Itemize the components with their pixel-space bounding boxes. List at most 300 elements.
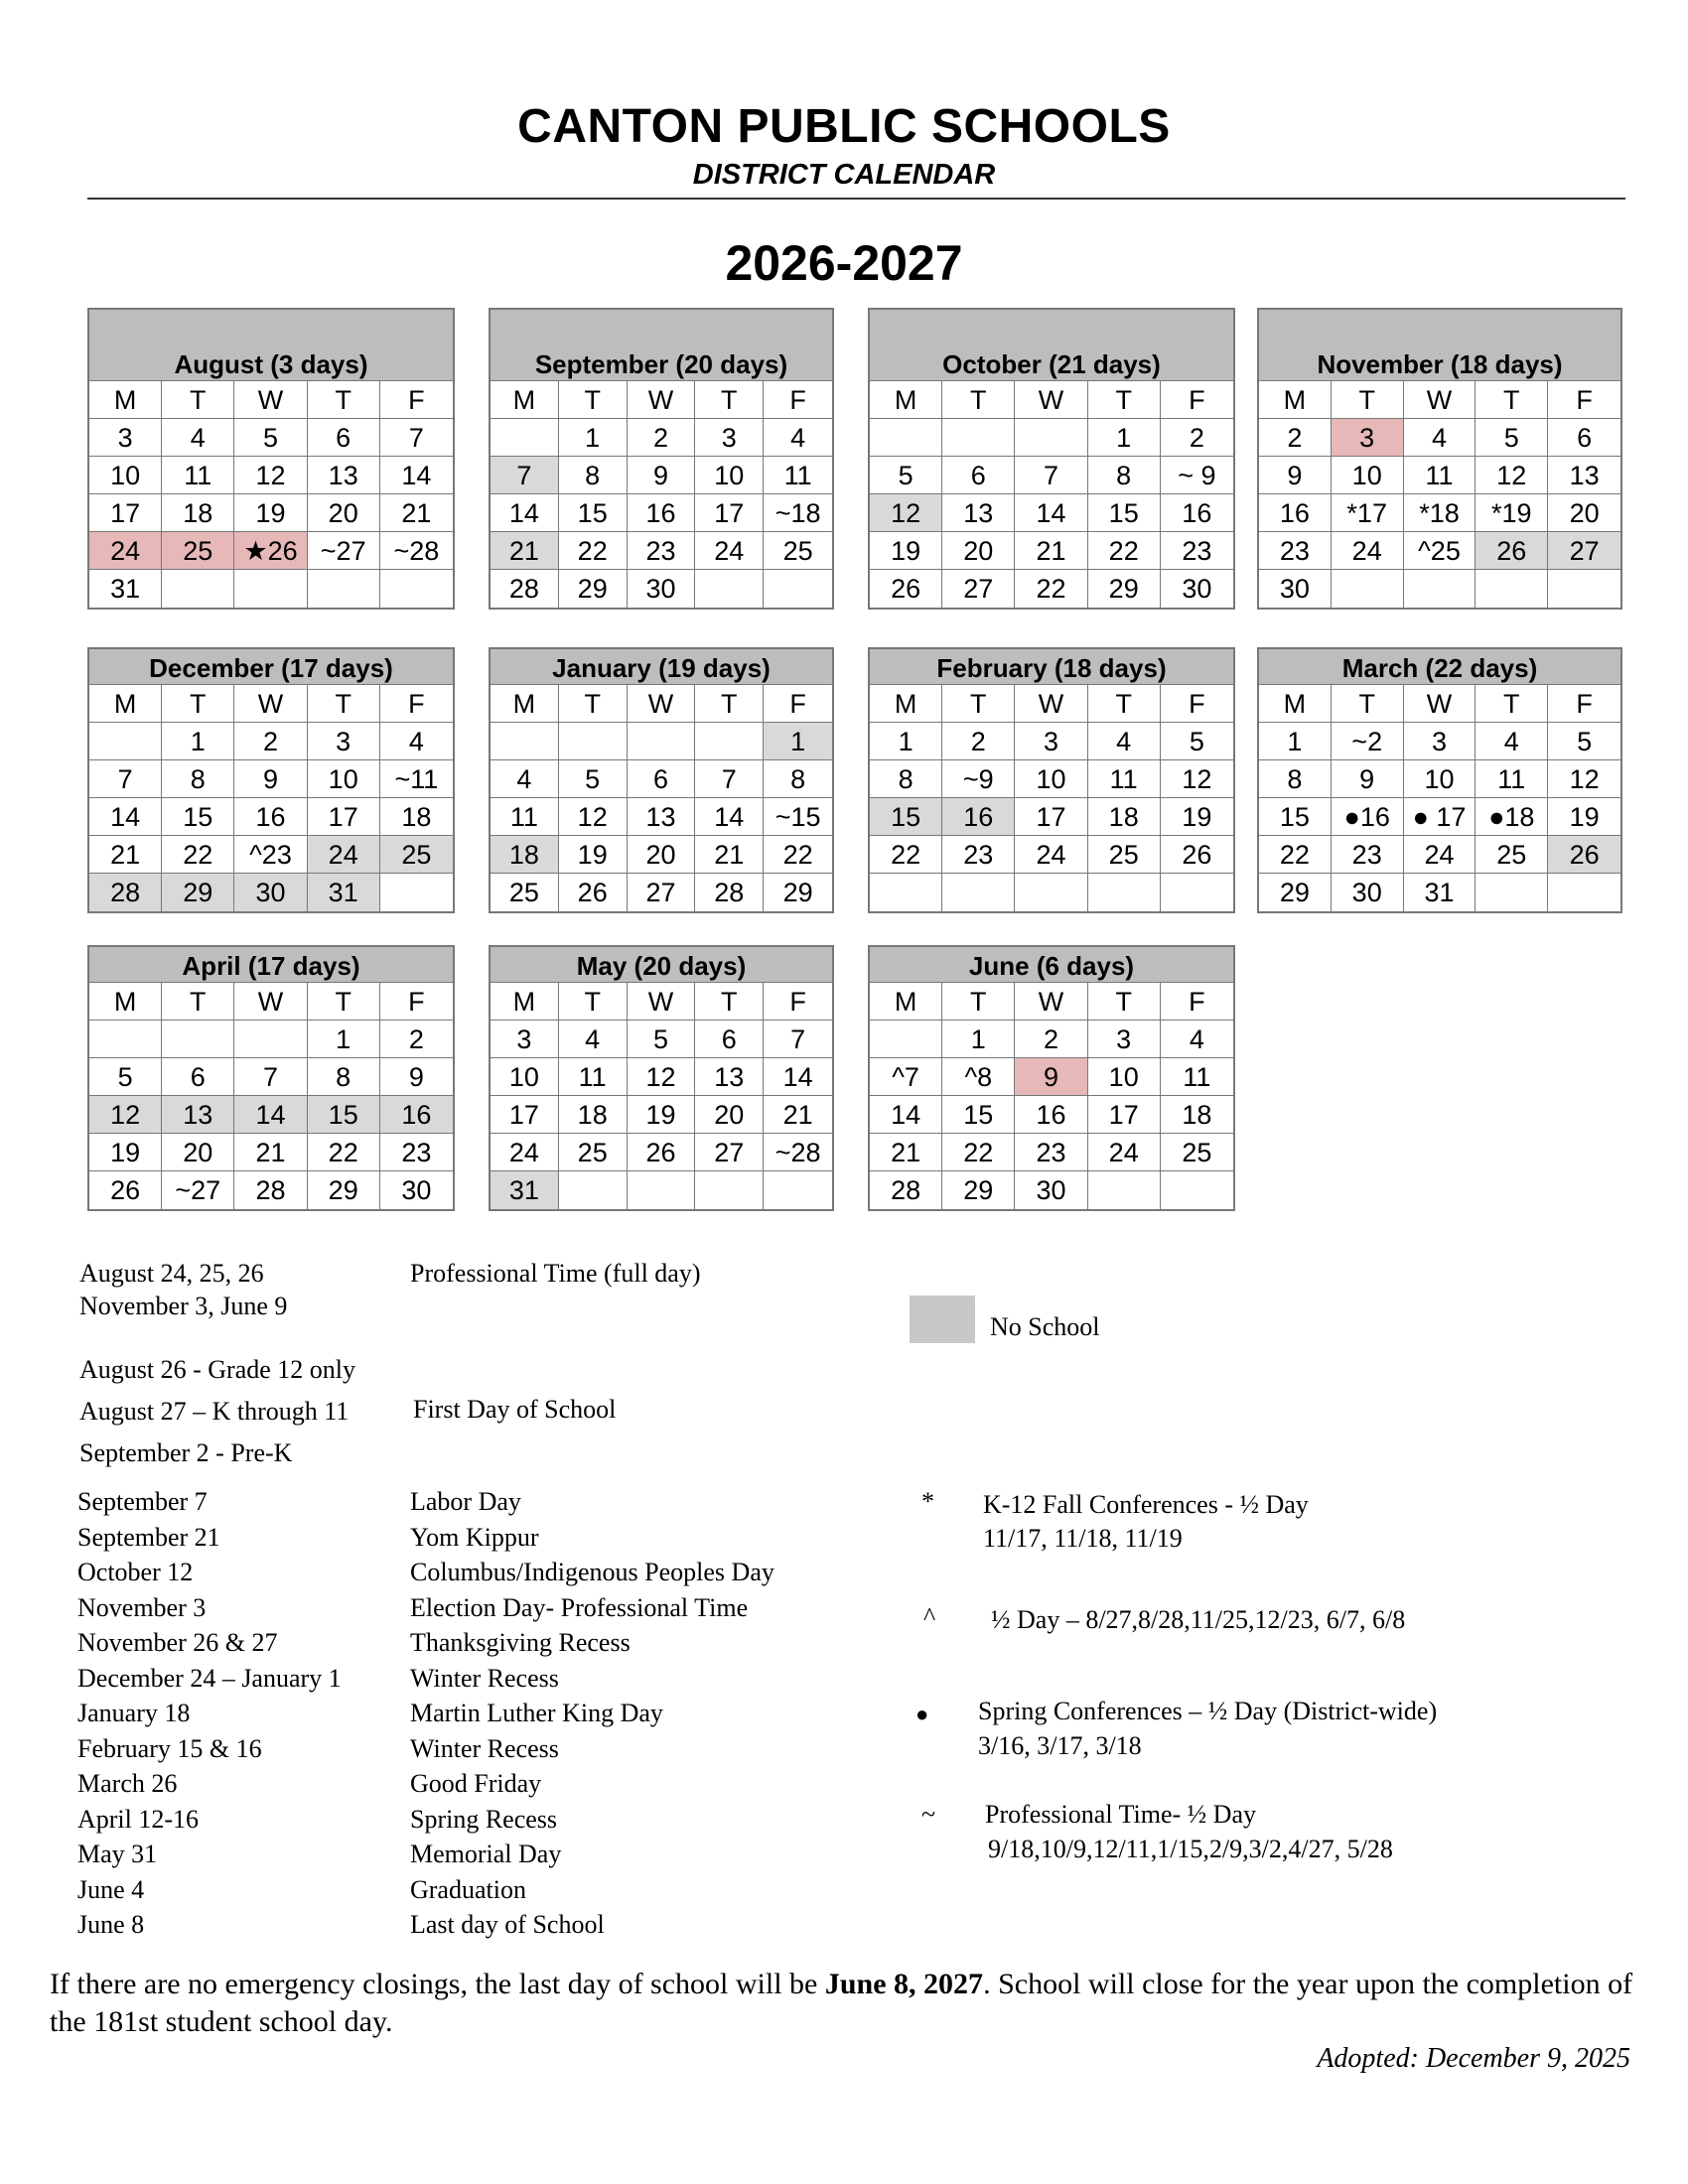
event-date: September 21 — [77, 1522, 220, 1552]
day-cell: 16 — [942, 798, 1015, 836]
day-cell: 16 — [1015, 1096, 1087, 1134]
day-cell: 18 — [559, 1096, 628, 1134]
day-cell: 25 — [764, 532, 832, 570]
day-cell: 10 — [89, 457, 162, 494]
weekday-label: M — [870, 381, 942, 419]
day-cell: 16 — [1161, 494, 1233, 532]
day-cell: 3 — [1332, 419, 1404, 457]
day-cell — [695, 1171, 764, 1209]
half-day-label: ½ Day – 8/27,8/28,11/25,12/23, 6/7, 6/8 — [991, 1605, 1406, 1634]
day-cell — [234, 570, 307, 608]
day-cell: 29 — [1259, 874, 1332, 911]
day-cell: 30 — [1259, 570, 1332, 608]
week-row — [870, 1171, 1233, 1209]
day-cell: 26 — [1548, 836, 1620, 874]
day-cell: ~18 — [764, 494, 832, 532]
weekday-label: W — [1404, 381, 1477, 419]
prof-time-label: Professional Time- ½ Day — [985, 1800, 1256, 1829]
weekday-label: T — [942, 381, 1015, 419]
weekday-label: M — [1259, 685, 1332, 723]
week-row — [89, 570, 453, 608]
day-cell — [628, 1171, 696, 1209]
day-cell: 29 — [559, 570, 628, 608]
month-7 — [1257, 647, 1622, 913]
weekday-label: T — [559, 983, 628, 1021]
day-cell: 22 — [764, 836, 832, 874]
week-row — [491, 1171, 832, 1209]
week-row — [89, 494, 453, 532]
day-cell — [942, 419, 1015, 457]
day-cell: 17 — [89, 494, 162, 532]
day-cell: 22 — [1259, 836, 1332, 874]
day-cell: 26 — [628, 1134, 696, 1171]
day-cell: 9 — [1015, 1058, 1087, 1096]
week-row — [870, 532, 1233, 570]
day-cell: 13 — [1548, 457, 1620, 494]
day-cell: 18 — [491, 836, 559, 874]
day-cell: 3 — [1015, 723, 1087, 760]
month-title: February (18 days) — [870, 649, 1233, 685]
day-cell: 3 — [89, 419, 162, 457]
school-year: 2026-2027 — [725, 235, 963, 291]
day-cell: 24 — [308, 836, 380, 874]
weekday-label: T — [942, 983, 1015, 1021]
spring-symbol: ● — [915, 1702, 929, 1726]
day-cell: 16 — [628, 494, 696, 532]
fall-conf-dates: 11/17, 11/18, 11/19 — [983, 1524, 1183, 1553]
event-label: Columbus/Indigenous Peoples Day — [410, 1558, 774, 1586]
day-cell: 21 — [870, 1134, 942, 1171]
fall-symbol: * — [921, 1487, 934, 1516]
day-cell: 7 — [89, 760, 162, 798]
day-cell — [559, 723, 628, 760]
day-cell: 10 — [491, 1058, 559, 1096]
day-cell: ^23 — [234, 836, 307, 874]
day-cell: 1 — [559, 419, 628, 457]
day-cell: 20 — [1548, 494, 1620, 532]
day-cell: 1 — [870, 723, 942, 760]
week-row — [1259, 798, 1620, 836]
day-cell: 8 — [1259, 760, 1332, 798]
day-cell: 14 — [1015, 494, 1087, 532]
legend-pd-dates-1: August 24, 25, 26 — [79, 1259, 264, 1288]
day-cell: 23 — [628, 532, 696, 570]
weekday-row — [491, 381, 832, 419]
week-row — [870, 874, 1233, 911]
day-cell: 4 — [491, 760, 559, 798]
day-cell: 23 — [1161, 532, 1233, 570]
day-cell: 31 — [491, 1171, 559, 1209]
day-cell — [234, 1021, 307, 1058]
spring-conf-dates: 3/16, 3/17, 3/18 — [978, 1731, 1142, 1760]
month-0 — [87, 308, 455, 610]
day-cell: 11 — [1476, 760, 1548, 798]
day-cell: 22 — [870, 836, 942, 874]
week-row — [89, 874, 453, 911]
weekday-label: T — [1476, 381, 1548, 419]
day-cell: 22 — [1015, 570, 1087, 608]
weekday-label: W — [628, 381, 696, 419]
month-1 — [489, 308, 834, 610]
day-cell: 4 — [1161, 1021, 1233, 1058]
day-cell: 13 — [308, 457, 380, 494]
day-cell — [162, 570, 234, 608]
day-cell: 15 — [1088, 494, 1161, 532]
day-cell: 24 — [1088, 1134, 1161, 1171]
legend-pd-label: Professional Time (full day) — [410, 1259, 701, 1288]
weekday-label: T — [162, 983, 234, 1021]
day-cell: 8 — [559, 457, 628, 494]
week-row — [491, 798, 832, 836]
day-cell — [695, 723, 764, 760]
day-cell — [1548, 874, 1620, 911]
day-cell: 24 — [1332, 532, 1404, 570]
day-cell: 2 — [234, 723, 307, 760]
day-cell: 6 — [628, 760, 696, 798]
day-cell: 6 — [1548, 419, 1620, 457]
day-cell: 12 — [870, 494, 942, 532]
weekday-label: F — [380, 983, 453, 1021]
legend-first-2: August 27 – K through 11 — [79, 1397, 350, 1426]
weekday-label: T — [695, 685, 764, 723]
month-title: September (20 days) — [491, 310, 832, 381]
day-cell: 22 — [1088, 532, 1161, 570]
day-cell: 14 — [764, 1058, 832, 1096]
weekday-label: F — [764, 983, 832, 1021]
day-cell: 21 — [491, 532, 559, 570]
event-date: September 7 — [77, 1487, 208, 1516]
day-cell: 13 — [942, 494, 1015, 532]
week-row — [89, 1096, 453, 1134]
weekday-label: M — [89, 685, 162, 723]
day-cell — [1161, 1171, 1233, 1209]
week-row — [870, 798, 1233, 836]
event-date: May 31 — [77, 1840, 158, 1868]
day-cell — [559, 1171, 628, 1209]
day-cell: 28 — [89, 874, 162, 911]
week-row — [491, 1058, 832, 1096]
day-cell: 15 — [308, 1096, 380, 1134]
day-cell: 25 — [380, 836, 453, 874]
event-label: Martin Luther King Day — [410, 1699, 663, 1727]
event-date: June 4 — [77, 1874, 145, 1904]
day-cell: 13 — [628, 798, 696, 836]
day-cell: 12 — [1476, 457, 1548, 494]
legend-pd-dates-2: November 3, June 9 — [79, 1292, 288, 1320]
day-cell: 17 — [308, 798, 380, 836]
week-row — [870, 723, 1233, 760]
week-row — [491, 1021, 832, 1058]
weekday-label: F — [764, 381, 832, 419]
day-cell — [628, 723, 696, 760]
weekday-row — [870, 381, 1233, 419]
event-date: November 3 — [77, 1592, 207, 1622]
day-cell: 17 — [1015, 798, 1087, 836]
event-date: January 18 — [77, 1699, 191, 1727]
week-row — [89, 419, 453, 457]
weekday-label: T — [308, 983, 380, 1021]
day-cell: 11 — [491, 798, 559, 836]
weekday-label: T — [559, 685, 628, 723]
weekday-label: M — [89, 983, 162, 1021]
month-5 — [489, 647, 834, 913]
weekday-label: W — [234, 685, 307, 723]
day-cell: 10 — [1332, 457, 1404, 494]
weekday-label: T — [1476, 685, 1548, 723]
day-cell: 20 — [942, 532, 1015, 570]
day-cell: 26 — [559, 874, 628, 911]
weekday-label: M — [491, 983, 559, 1021]
month-title: November (18 days) — [1259, 310, 1620, 381]
month-title: January (19 days) — [491, 649, 832, 685]
day-cell — [1015, 419, 1087, 457]
day-cell: 14 — [89, 798, 162, 836]
weekday-label: F — [764, 685, 832, 723]
day-cell — [764, 1171, 832, 1209]
day-cell: 21 — [234, 1134, 307, 1171]
week-row — [1259, 532, 1620, 570]
weekday-label: T — [1088, 685, 1161, 723]
weekday-row — [1259, 685, 1620, 723]
week-row — [1259, 874, 1620, 911]
week-row — [870, 760, 1233, 798]
day-cell: 9 — [234, 760, 307, 798]
week-row — [491, 1096, 832, 1134]
weekday-label: T — [162, 685, 234, 723]
day-cell: 15 — [1259, 798, 1332, 836]
day-cell: 23 — [942, 836, 1015, 874]
weekday-label: T — [559, 381, 628, 419]
month-3 — [1257, 308, 1622, 610]
day-cell: 31 — [89, 570, 162, 608]
weekday-label: F — [1161, 381, 1233, 419]
day-cell: ~27 — [162, 1171, 234, 1209]
day-cell: 24 — [695, 532, 764, 570]
day-cell: 31 — [1404, 874, 1477, 911]
day-cell: 10 — [308, 760, 380, 798]
day-cell: 6 — [942, 457, 1015, 494]
prof-time-symbol: ~ — [921, 1800, 936, 1829]
week-row — [491, 1134, 832, 1171]
no-school-swatch — [910, 1296, 975, 1343]
month-title: April (17 days) — [89, 947, 453, 983]
day-cell: 29 — [1088, 570, 1161, 608]
weekday-row — [89, 685, 453, 723]
day-cell — [491, 419, 559, 457]
month-6 — [868, 647, 1235, 913]
event-label: Thanksgiving Recess — [410, 1628, 631, 1657]
day-cell: 5 — [559, 760, 628, 798]
weekday-row — [1259, 381, 1620, 419]
day-cell — [1161, 874, 1233, 911]
adopted-date: Adopted: December 9, 2025 — [1317, 2043, 1630, 2074]
event-date: November 26 & 27 — [77, 1628, 278, 1657]
weekday-label: T — [162, 381, 234, 419]
day-cell: 7 — [1015, 457, 1087, 494]
day-cell: ● 17 — [1404, 798, 1477, 836]
weekday-label: F — [1548, 381, 1620, 419]
day-cell — [162, 1021, 234, 1058]
month-title: March (22 days) — [1259, 649, 1620, 685]
week-row — [89, 1058, 453, 1096]
day-cell: *18 — [1404, 494, 1477, 532]
weekday-label: F — [380, 381, 453, 419]
weekday-label: M — [870, 983, 942, 1021]
week-row — [491, 419, 832, 457]
day-cell: 10 — [1015, 760, 1087, 798]
day-cell: 23 — [1015, 1134, 1087, 1171]
day-cell: 30 — [234, 874, 307, 911]
day-cell: 5 — [1161, 723, 1233, 760]
day-cell: 7 — [234, 1058, 307, 1096]
week-row — [1259, 494, 1620, 532]
day-cell: 15 — [870, 798, 942, 836]
day-cell: 25 — [1088, 836, 1161, 874]
day-cell: 16 — [234, 798, 307, 836]
event-label: Graduation — [410, 1874, 526, 1904]
day-cell: 11 — [764, 457, 832, 494]
day-cell: 26 — [1161, 836, 1233, 874]
day-cell — [1088, 1171, 1161, 1209]
day-cell: 18 — [162, 494, 234, 532]
legend-no-school: No School — [990, 1312, 1100, 1341]
day-cell: 12 — [1161, 760, 1233, 798]
day-cell: 9 — [1259, 457, 1332, 494]
day-cell: 26 — [89, 1171, 162, 1209]
day-cell: 29 — [162, 874, 234, 911]
day-cell: 21 — [380, 494, 453, 532]
month-title: December (17 days) — [89, 649, 453, 685]
day-cell: 5 — [1548, 723, 1620, 760]
half-day-symbol: ^ — [923, 1602, 936, 1631]
day-cell: ●16 — [1332, 798, 1404, 836]
week-row — [870, 457, 1233, 494]
event-label: Labor Day — [410, 1487, 521, 1516]
day-cell: 5 — [234, 419, 307, 457]
day-cell — [1476, 570, 1548, 608]
day-cell — [870, 874, 942, 911]
day-cell — [1476, 874, 1548, 911]
day-cell: 1 — [764, 723, 832, 760]
day-cell: 3 — [1404, 723, 1477, 760]
weekday-label: T — [695, 381, 764, 419]
weekday-row — [870, 983, 1233, 1021]
day-cell: 17 — [1088, 1096, 1161, 1134]
day-cell: 8 — [162, 760, 234, 798]
week-row — [1259, 836, 1620, 874]
event-label: Good Friday — [410, 1769, 542, 1798]
day-cell: 25 — [491, 874, 559, 911]
event-label: Winter Recess — [410, 1663, 559, 1693]
day-cell: 28 — [870, 1171, 942, 1209]
day-cell: 26 — [870, 570, 942, 608]
day-cell: 19 — [234, 494, 307, 532]
day-cell: 8 — [1088, 457, 1161, 494]
day-cell: 1 — [1088, 419, 1161, 457]
event-label: Election Day- Professional Time — [410, 1592, 749, 1622]
week-row — [491, 494, 832, 532]
day-cell: 22 — [942, 1134, 1015, 1171]
day-cell: 22 — [308, 1134, 380, 1171]
day-cell: 24 — [1015, 836, 1087, 874]
day-cell — [1548, 570, 1620, 608]
week-row — [89, 836, 453, 874]
weekday-label: W — [234, 983, 307, 1021]
day-cell: 31 — [308, 874, 380, 911]
day-cell: 30 — [1182, 574, 1212, 604]
day-cell: 1 — [162, 723, 234, 760]
day-cell: 4 — [1088, 723, 1161, 760]
day-cell: 25 — [162, 532, 234, 570]
day-cell: 1 — [942, 1021, 1015, 1058]
day-cell — [1015, 874, 1087, 911]
day-cell: 11 — [559, 1058, 628, 1096]
day-cell: ~9 — [942, 760, 1015, 798]
day-cell: 20 — [162, 1134, 234, 1171]
day-cell: 28 — [234, 1171, 307, 1209]
day-cell: 2 — [1161, 419, 1233, 457]
day-cell: 4 — [1404, 419, 1477, 457]
weekday-label: T — [695, 983, 764, 1021]
day-cell: 27 — [695, 1134, 764, 1171]
week-row — [870, 1096, 1233, 1134]
week-row — [491, 532, 832, 570]
week-row — [491, 836, 832, 874]
day-cell — [89, 1021, 162, 1058]
day-cell: 9 — [628, 457, 696, 494]
weekday-label: T — [1088, 381, 1161, 419]
day-cell: 28 — [695, 874, 764, 911]
day-cell: 19 — [628, 1096, 696, 1134]
weekday-label: W — [1015, 381, 1087, 419]
fall-conf-label: K-12 Fall Conferences - ½ Day — [983, 1490, 1309, 1519]
weekday-label: W — [1404, 685, 1477, 723]
month-9 — [489, 945, 834, 1211]
day-cell: 24 — [1404, 836, 1477, 874]
day-cell: 3 — [695, 419, 764, 457]
month-title: August (3 days) — [89, 310, 453, 381]
day-cell: ^25 — [1404, 532, 1477, 570]
day-cell: 7 — [695, 760, 764, 798]
day-cell: 12 — [628, 1058, 696, 1096]
day-cell: 5 — [628, 1021, 696, 1058]
day-cell: 17 — [695, 494, 764, 532]
day-cell: 9 — [1332, 760, 1404, 798]
legend-first-1: August 26 - Grade 12 only — [79, 1355, 356, 1384]
weekday-label: F — [380, 685, 453, 723]
day-cell: 17 — [491, 1096, 559, 1134]
prof-time-dates: 9/18,10/9,12/11,1/15,2/9,3/2,4/27, 5/28 — [988, 1835, 1393, 1863]
day-cell: 20 — [628, 836, 696, 874]
week-row — [89, 1171, 453, 1209]
day-cell: 10 — [1404, 760, 1477, 798]
day-cell: 4 — [162, 419, 234, 457]
weekday-label: T — [308, 381, 380, 419]
day-cell: 27 — [1548, 532, 1620, 570]
day-cell — [491, 723, 559, 760]
day-cell: 6 — [162, 1058, 234, 1096]
event-date: April 12-16 — [77, 1804, 200, 1834]
day-cell: 3 — [491, 1021, 559, 1058]
day-cell: 5 — [870, 457, 942, 494]
day-cell: 11 — [1161, 1058, 1233, 1096]
weekday-label: W — [1015, 685, 1087, 723]
day-cell: 1 — [308, 1021, 380, 1058]
event-label: Spring Recess — [410, 1804, 558, 1834]
week-row — [1259, 419, 1620, 457]
week-row — [89, 1021, 453, 1058]
day-cell: 25 — [1161, 1134, 1233, 1171]
